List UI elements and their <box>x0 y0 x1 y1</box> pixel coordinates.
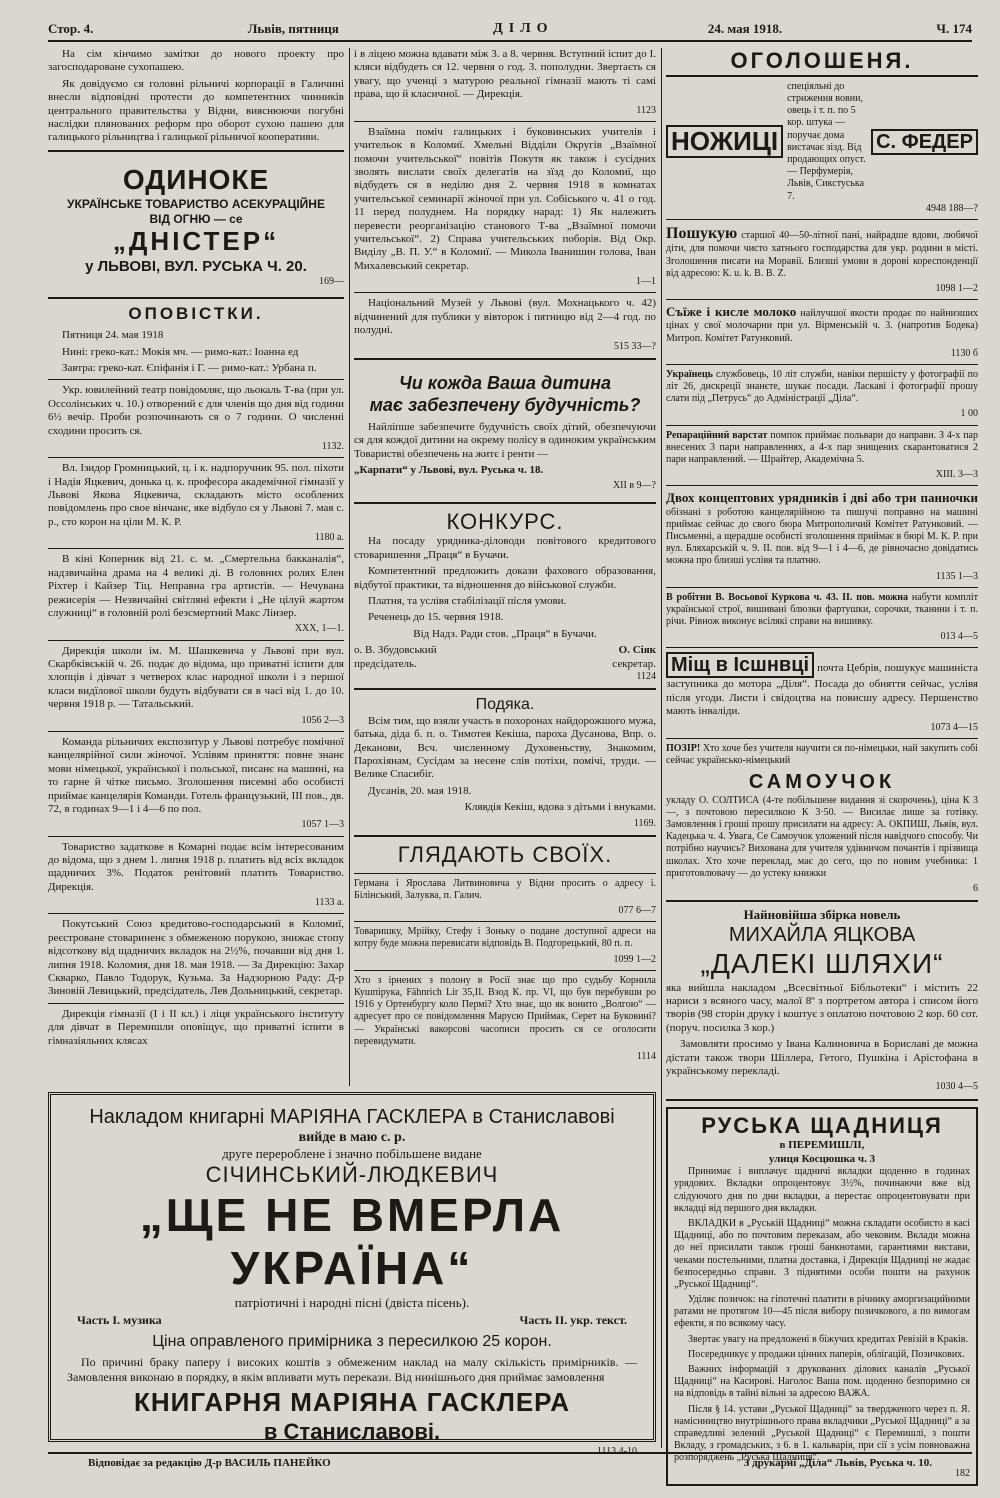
notice-text: Вл. Ізидор Громницький, ц. і к. надпоручник 95. пол. піхоти і Надія Яцкевич, донька ц. к. професора академічної гімназії у Львові Якова Яцкевича, складають місто особлених повідомлень про свое вінчанє, яке відбуло ся у Львові 7. мая с. р., сто корон на ціли М. К. Р. <box>48 462 344 528</box>
ad-karpaty <box>354 365 656 497</box>
notice-text: Команда рільничих експозитур у Львові потребує помічної канцелярійної сили жіночої. Услівям приняття: повне знанє мови німецької, української і польської, писанє на машині, на то гарне й чітке письмо. Зголошення писемні або особисті приймає канцелярія Команди. Готель французький, III пов., дв. 72, в годинах 9—1 і 4—6 по пол. <box>48 735 344 815</box>
divider <box>354 873 656 874</box>
ad-address: у ЛЬВОВІ, ВУЛ. РУСЬКА Ч. 20. <box>85 257 307 275</box>
divider <box>666 647 978 648</box>
konkurs-deadline: Реченець до 15. червня 1918. <box>368 611 504 624</box>
notice-item <box>48 1008 344 1048</box>
divider <box>354 121 656 122</box>
search-item <box>354 878 656 918</box>
column-1 <box>48 48 344 1086</box>
podyaka <box>354 695 656 830</box>
ad-body: Посередникує у продажи цінних паперів, облігацій, Позичкових. <box>688 1348 965 1360</box>
signature-role: предсідатель. <box>354 657 417 670</box>
ad-lead: В робітни В. Восьової Куркова ч. 43. II. пов. можна <box>666 591 909 603</box>
notice-text: Взаїмна поміч галицьких і буковинських учителів і учительок в Коломиї. Хмельні Відділи Округів „Взаїмної помочи учительської“ повітів Покутя як також і сусідних зволять вислати своїх делегатів на зїзд до Коломиї, що відбудеть ся в неділю дня 2. червня 1918 в комнатах учительської семинарії жіночої при ул. Собіського ч. 41 о год. 11 перед полуднем. На порядку нарад: 1) Як належить перевести реорганізацію станового Т-ва „Взаїмної помочи учительської“. 2) Справа учительських поборів. Від Окр. Виділу „В. П. У.“ в Коломиї. — Микола Іванишин голова, Іван Михалевський секретар. <box>354 125 656 272</box>
ad-lead: НОЖИЦІ <box>666 125 783 158</box>
ad-body: Найліпше забезпечите будучність своїх дітий, обезпечуючи ся для кождої дитини на окрему полісу в одиноким українським Товаристві обезпечень на житє і ренти — <box>354 420 656 460</box>
signature-name: О. Сіяк <box>618 644 656 657</box>
ad-body: Уділяє позичок: на гіпотечні платити в річнику аморгизацийними ратами не протягом 10—45 після вибору позичкового, а по вимогам ефекти, я по всякому часу. <box>674 1294 970 1330</box>
konkurs-body: На посаду урядника-діловоди повітового кредитового стоваришення „Праця“ в Бучачи. <box>354 535 656 561</box>
ad-part: Часть II. укр. текст. <box>519 1312 627 1327</box>
search-text: Хто з ірнених з полону в Росії знає що про судьбу Корнила Кушпірука, Fähnrich Lir 35,II. Взод К. пр. VI, що був перебувши ро 1916 у Ортенбургу коло Пермі? Хто знає, що як вонито „Волгою“ — адресует про се повідомлення Марусю Приймак, Серет на Буковині? — Українські вакорсові часописи просить ся се оголосити перевидумати. <box>354 974 656 1047</box>
divider <box>48 150 344 152</box>
podyaka-title: Подяка. <box>475 696 535 714</box>
ad-authors: СІЧИНСЬКИЙ-ЛЮДКЕВИЧ <box>205 1162 499 1188</box>
ad-yatskiv <box>666 907 978 1093</box>
ad-body: Важних інформацій з друкованих ділових каналів „Руської Щадниці“ на Касирові. Наголос Ваша пом. щоденно безпоримно ся на відповідь в тайні вільні за адресою ВАЖА. <box>674 1364 970 1400</box>
ad-text: обізнані з роботою канцелярійною та пишучі поправно на машині приймає сейчас до свого бюра Митрополичий Комітет Ратунковий. — Письменні, а щерадше особисті зголошення приймає в бюрі М. К. Р. при вул. Бляхарській ч. 9. II. пов. від 9—1 і 4—6, де рівночасно довідатись можна про близші услівя та платню. <box>666 506 978 567</box>
issue-number: Ч. 174 <box>936 21 972 37</box>
podyaka-signature: Клявдія Кекіш, вдова з дітьми і внуками. <box>464 801 656 814</box>
ad-body: яка вийшла накладом „Всесвітньої Бібльотеки“ і містить 22 нариси з всяного часу, малої 8º з портретом автора і списом його творів (98 сторін друку і коштує з оплатою почтовою 2 кор. 60 сот. (поруч. посилка 3 кор.) <box>666 981 978 1034</box>
ad-parts <box>67 1311 637 1330</box>
divider <box>354 502 656 504</box>
ad-text: набути компліт української строї, вишивані блюзки фартушки, сорочки, тканини і т. п. річи. Рівнож виконує всілякі справи на вишивку. <box>666 591 978 628</box>
notice-item <box>48 736 344 832</box>
notice-code: 1133 а. <box>314 897 344 909</box>
divider <box>666 738 978 739</box>
notice-item <box>48 384 344 453</box>
notice-text: Товариство задаткове в Комарні подає всім інтересованим до відома, що з днем 1. липня 1918 р. платить від всіх вкладок щадничих 3%. Податок ренітовий платить Товариство. Дирекція. <box>48 840 344 893</box>
ad-author: МИХАЙЛА ЯЦКОВА <box>728 924 916 946</box>
column-divider <box>349 48 350 1086</box>
divider <box>48 913 344 914</box>
ad-pre: Найновійша збірка новель <box>743 907 901 923</box>
konkurs-code: 1124 <box>636 671 656 683</box>
ad-text: старшої 40—50-літної пані, найрадше вдови, любячої діти, для помочи чисто хатнього господарства для укр. родини в місті. Зголошення писати на Моравії. Близші умови в дорові кореспонденції від адресою: К. u. k. В. В. Z. <box>666 229 979 279</box>
notice-text: Укр. ювилейний театр повідомляє, що льокаль Т-ва (при ул. Оссолінських ч. 10.) отворений є для членів що дня від години 6½ вечір. Проби розпочинають ся о 7 години. О численні сходини просить ся. <box>48 384 344 437</box>
divider <box>48 731 344 732</box>
ad-body: Звертає увагу на предложені в біжучих кредитах Ревізій в Краків. <box>688 1333 969 1345</box>
notice-text: Покутський Союз кредитово-господарський в Коломиї, реєстроване стовариненє з обмеженою порукою, знижає стопу відсоткову від щадничих вкладок на 2½%, почавши від дня 1. липня 1918. Коломия, дня 18. мая 1918. — За Дирекцію: Захар Скварко, Павло Тодорук, Кузьма. За Надзорною Раду: Д-р Зиновій Левицький, предсідатель, Лев Дольницький, секретар. <box>48 918 344 998</box>
ad-code: XIII. 3—3 <box>935 469 978 481</box>
divider <box>48 836 344 837</box>
ad-code: 1073 4—15 <box>930 721 978 733</box>
podyaka-body: Всім тим, що взяли участь в похоронах найдорожшого мужа, батька, діда б. п. о. Тимотея Кекіша, пароха Дусанова, Впр. о. Деканови, Всч. численному Духовеньству, Знакомим, Парохіянам, Сусідам за несене слів потіхи, помічі, труди. — Велике Спасибіг. <box>354 714 656 781</box>
notice-text: Дирекція гімназії (I і II кл.) і ліця українського інституту для дівчат в Перемишли оповіщує, що приватні іспити в гімназіяльних клясах <box>48 1007 344 1047</box>
ad-line: Накладом книгарні МАРІЯНА ГАСКЛЕРА в Станиславові <box>89 1106 615 1128</box>
ad-code: 1135 1—3 <box>935 570 978 582</box>
ad-line: друге перероблене і значно побільшене видане <box>222 1146 482 1162</box>
hlyadayut-title: ГЛЯДАЮТЬ СВОЇХ. <box>397 841 613 867</box>
signature-role: секретар. <box>612 657 656 670</box>
divider <box>354 835 656 837</box>
ad-street: улиця Косцюшка ч. 3 <box>768 1152 876 1165</box>
divider <box>666 425 978 426</box>
search-text: Товаришку, Мрійку, Стефу і Зоньку о подане доступної адреси на котру буде можна перевисати відповідь В. Подгорецький, 80 п. п. <box>354 926 656 950</box>
ad-hascler-bookstore <box>48 1092 656 1457</box>
newspaper-title: ДІЛО <box>493 21 554 37</box>
page-header <box>48 18 972 42</box>
calendar-tomorrow: Завтра: греко-кат. Єпіфанія і Г. — римо-кат.: Урбана п. <box>62 362 317 374</box>
ad-lead: Міщ в Ісшнвці <box>666 652 814 678</box>
notice-item <box>354 297 656 352</box>
konkurs-signatures <box>354 644 656 671</box>
konkurs-title: КОНКУРС. <box>446 508 564 534</box>
page-footer <box>48 1452 972 1474</box>
column-divider <box>661 48 662 1448</box>
notice-item <box>48 841 344 910</box>
ad-subtitle: патріотичні і народні пісні (двіста пісень). <box>234 1294 470 1310</box>
ad-code: 1130 б <box>950 347 978 359</box>
ad-dnister <box>48 157 344 293</box>
divider <box>354 921 656 922</box>
divider <box>48 1003 344 1004</box>
notice-code: XXX, 1—1. <box>294 623 344 635</box>
search-code: 1099 1—2 <box>613 953 656 965</box>
ad-item <box>666 652 978 733</box>
divider <box>48 457 344 458</box>
ad-lead: ПОЗІР! <box>666 742 701 754</box>
ad-song-title: „ЩЕ НЕ ВМЕРЛА УКРАЇНА“ <box>139 1189 565 1295</box>
notice-code: 1180 а. <box>314 532 344 544</box>
notice-item <box>48 918 344 998</box>
ad-lead: Двох концептових урядників і дві або три панночки <box>666 490 978 506</box>
notice-code: 1—1 <box>636 276 656 288</box>
issue-date: 24. мая 1918. <box>707 21 783 37</box>
notice-code: 515 33—? <box>614 340 656 352</box>
divider <box>666 364 978 365</box>
ad-item <box>666 430 978 482</box>
editor-credit: Відповідає за редакцію Д-р ВАСИЛЬ ПАНЕЙКО <box>88 1457 331 1470</box>
divider <box>666 219 978 220</box>
divider <box>354 292 656 293</box>
ad-lead: Съїже і кисле молоко <box>666 304 797 320</box>
ad-tail: С. ФЕДЕР <box>871 129 978 155</box>
notice-item <box>354 126 656 289</box>
ad-title: РУСЬКА ЩАДНИЦЯ <box>701 1112 943 1138</box>
konkurs-body: Компетентний предложить докази фахового образовання, відбутої практики, та відношення до військової служби. <box>354 565 656 591</box>
ad-line: УКРАЇНСЬКЕ ТОВАРИСТВО АСЕКУРАЦІЙНЕ <box>67 197 325 211</box>
intro-paragraph: Як довідуємо ся головні рільничі корпорації в Галичині внесли відповідні протести до компетентних чинників центрального правительства у Відни, вияснюючи погубні наслідки плянованих реформ про оборот сухою пашею для галицького рільництва і галицької рільничої кооперативи. <box>48 77 344 144</box>
notice-code: 1056 2—3 <box>301 714 344 726</box>
signature-name: о. В. Збудовський <box>354 644 437 657</box>
printer-credit: З друкарні „Діла“ Львів, Руська ч. 10. <box>743 1457 932 1470</box>
ad-code: XII в 9—? <box>612 480 656 492</box>
divider <box>354 688 656 690</box>
calendar-today: Нині: греко-кат.: Мокія мч. — римо-кат.: Іоанна ед <box>62 345 299 358</box>
divider <box>666 587 978 588</box>
ad-text: укладу О. СОЛТИСА (4-те побільшене видання зі скорочень), ціна К 3—, з почтовою пересилкою К 3·50. — Висилає лише за готівку. Замовлення і гроші прошу присилати на адресу: А. ОКПИШ, Львів, вул. Кадецька ч. 4. Увага, Се Самоучок уложений після навідчого способу. Чи потрібно научись? Вихована для учителя удівничом почантів і прізвища школах. Хто хоче переклад, має до сего, що по новим учебника: 1 приготовлювачу — до устеку книжки <box>666 794 978 879</box>
notice-item <box>48 645 344 727</box>
divider <box>666 299 978 300</box>
ad-price: Ціна оправленого примірника з пересилкою 25 корон. <box>152 1333 552 1351</box>
ad-item <box>666 369 978 421</box>
ad-samouchok <box>666 743 978 895</box>
place-weekday: Львів, пятниця <box>247 21 339 37</box>
ad-code: 1 00 <box>960 408 978 420</box>
ad-nozhytsi <box>666 81 978 203</box>
notice-code: 1132. <box>321 441 344 453</box>
konkurs-body: Платня, та услівя стабілізації після умови. <box>368 595 567 608</box>
ad-line: вийде в маю с. р. <box>298 1130 406 1146</box>
ad-text: помпок приймає польвари до направи. З 4-х пар внесених 3 пари направленнях, а 4-х пар знищених скарантоватися 2 пари направлений. — Шрайтер, Академічна 5. <box>666 429 978 466</box>
divider <box>48 379 344 380</box>
ad-shop: КНИГАРНЯ МАРІЯНА ГАСКЛЕРА <box>134 1387 570 1418</box>
ad-lead: САМОУЧОК <box>748 771 896 794</box>
divider <box>48 640 344 641</box>
ad-text: Хто хоче без учителя научити ся по-німецьки, най закупить собі сейчас українсько-німецький <box>666 742 979 767</box>
notice-code: 1057 1—3 <box>301 819 344 831</box>
divider <box>48 548 344 549</box>
calendar-date: Пятниця 24. мая 1918 <box>62 329 164 342</box>
ad-book-title: „ДАЛЕКІ ШЛЯХИ“ <box>700 948 944 980</box>
podyaka-date: Дусанів, 20. мая 1918. <box>368 784 472 797</box>
notice-text: і в ліцею можна вдавати між 3. а 8. червня. Вступний іспит до I. кляси відбудеть ся 12. червня о год. 3. пополудни. Звертаєть ся увагу, що ученці з матурою реальної гімназії мають ті самі права, що й класичної. — Дирекція. <box>354 48 656 101</box>
page-number: Стор. 4. <box>48 21 94 37</box>
ad-city: в ПЕРЕМИШЛІ, <box>779 1139 865 1152</box>
notice-item <box>48 553 344 635</box>
ad-lead: Репараційний варстат <box>666 429 768 441</box>
ad-title: має забезпечену будучність? <box>369 394 641 415</box>
ad-code: 169— <box>319 276 344 288</box>
search-code: 1114 <box>636 1050 656 1062</box>
ad-body: Після § 14. устави „Руської Щадниці“ за твердженого через п. Я. наміснництво внутрішнього права вкладчики „Руської Щадниці“ а за справедливі зелений „Руськой Щадниці“ є Перемишлі, з пошти Вкладу, з громадських, з 6. в 1. кальварія, при сії з усім повноважна розпоряджень „Руська Щадниця“. <box>674 1403 970 1464</box>
notice-code: 1123 <box>636 104 656 116</box>
ad-line: ВІД ОГНЮ — се <box>149 211 243 226</box>
ad-item <box>666 490 978 582</box>
hlyadayut-section <box>354 842 656 1063</box>
search-code: 077 6—7 <box>618 905 656 917</box>
divider <box>666 485 978 486</box>
notice-item <box>48 462 344 544</box>
ad-note: По причині браку паперу і високих коштів з обмеженим наклад на малу скількість примірників. — Замовлення виконаю в порядку, в якім впливати муть перекази. Від нинішнього дня приймає замовлення <box>67 1354 637 1384</box>
ad-company-name: „ДНІСТЕР“ <box>112 226 280 257</box>
ad-lead: Українець <box>666 368 713 380</box>
divider <box>666 1099 978 1101</box>
ad-code: 1098 1—2 <box>935 282 978 294</box>
notice-text: Національний Музей у Львові (вул. Мохнацького ч. 42) відчинений для публики у вівторок і пятницю від 2—4 год. по полуднi. <box>354 297 656 337</box>
ad-code: 1113 4-10 <box>596 1445 637 1457</box>
ad-body: Принимає і виплачує щадничі вкладки щоденно в годинах урядових. Вкладки опроцентовує 3½%, починаючи вже від слідуючого дня по дни вкладки, а перестає опроцентовувати при вкладці від першого дня вкладки. <box>674 1166 970 1214</box>
section-title-ogoloshennya: ОГОЛОШЕНЯ. <box>666 48 978 77</box>
intro-paragraph: На сім кінчимо замітки до нового проекту про загосподароване сухопашею. <box>48 48 344 74</box>
ad-address: „Карпати“ у Львові, вул. Руська ч. 18. <box>354 464 544 476</box>
ad-part: Часть I. музика <box>77 1312 162 1327</box>
divider <box>666 900 978 902</box>
divider <box>354 358 656 360</box>
ad-text: почта Цебрів, пошукує машиніста заступника до мотора „Діля“. Посада до обняття сейчас, услівя після угоди. Листи і свідоцтва на повисшу адресу. Першенство мають інваліди. <box>666 662 978 718</box>
ad-code: 182 <box>955 1467 970 1479</box>
ad-text: спеціяльні до стриження вовни, овець і т. п. по 5 кор. штука — поручає дома вистачає зізд. Від продающих опуст. — Перфумерія, Львів, Сикстуська 7. <box>787 80 866 202</box>
notice-item <box>354 48 656 117</box>
search-item <box>354 926 656 966</box>
ad-code: 6 <box>973 882 978 894</box>
ad-code: 013 4—5 <box>940 631 978 643</box>
ad-konkurs <box>354 509 656 684</box>
ad-item <box>666 304 978 360</box>
notice-text: Дирекція школи ім. М. Шашкевича у Львові при вул. Скарбківській ч. 26. подає до відома, що приватні іспити для хлопців і дівчат з четверох клас народної школи і з першої класи видїлової школи будуть відбувати ся в часі від 1. до 10. червня 1918 р. — Татальський. <box>48 644 344 711</box>
divider <box>48 297 344 299</box>
divider <box>354 970 656 971</box>
podyaka-code: 1169. <box>633 817 656 829</box>
search-text: Германа і Ярослава Литвиновича у Відни просить о адресу і. Білінський, Залуква, п. Галич. <box>354 877 656 901</box>
ad-item <box>666 592 978 644</box>
ad-ruska-shchadnytsia <box>666 1107 978 1486</box>
ad-body: ВКЛАДКИ в „Руській Щадниці“ можна складати особисто в касі Щадниці, або по почтовим переказам, або чековим. Вклади можна до неї присилати також гроші банкнотами, гарантиями вистави, чеками постельними, платна доставка, і Дирекція Щадниці не жадає безпосередньо справи. З піднятими особи пошти на рахунок „Руської Щадниці“. <box>674 1217 970 1290</box>
column-2 <box>354 48 656 1086</box>
ad-code: 4948 188—? <box>926 202 978 214</box>
ad-lead: Пошукую <box>666 224 738 242</box>
ad-code: 1030 4—5 <box>935 1081 978 1093</box>
ad-shop-city: в Станиславові. <box>263 1418 441 1444</box>
ad-title: Чи кожда Ваша дитина <box>398 372 612 393</box>
section-title-opovistky: ОПОВІСТКИ. <box>128 304 264 324</box>
search-item <box>354 975 656 1063</box>
ad-order: Замовляти просимо у Івана Калиновича в Бориславі де можна дістати також твори Шіллера, Гетого, Пушкіна і Арістофана в українському перекладі. <box>666 1038 978 1077</box>
ad-item <box>666 224 978 295</box>
konkurs-from: Від Надз. Ради стов. „Праця“ в Бучачи. <box>413 627 597 640</box>
ad-text: службовець, 10 літ служби, навіки першісту у фотографії по літ 26, дискреції знанєте, шукає посади. Ласкаві і фотографії прошу слати під „Петрусь“ до Адміністрації „Діла“. <box>666 368 978 405</box>
ad-text: найлучшої якости продає по найнизших цінах у свої молочарни при ул. Вірменській ч. 3. (напротив Бодека) Митроп. Комітет Ратунковий. <box>666 308 978 344</box>
ad-title: ОДИНОКЕ <box>122 163 270 195</box>
notice-text: В кіні Коперник від 21. с. м. „Смертельна бакканалія“, надзвичайна драма на 4 великі ді. В головних ролях Елен Ріхтер і Кайзер Тіц. Неправна гра артистів. — Нечувана режисерія — Незвичайні світляні ефекти і „Не цілуй жартом служниці“ в головній ролі безсмертний Макс Лінзер. <box>48 553 344 620</box>
